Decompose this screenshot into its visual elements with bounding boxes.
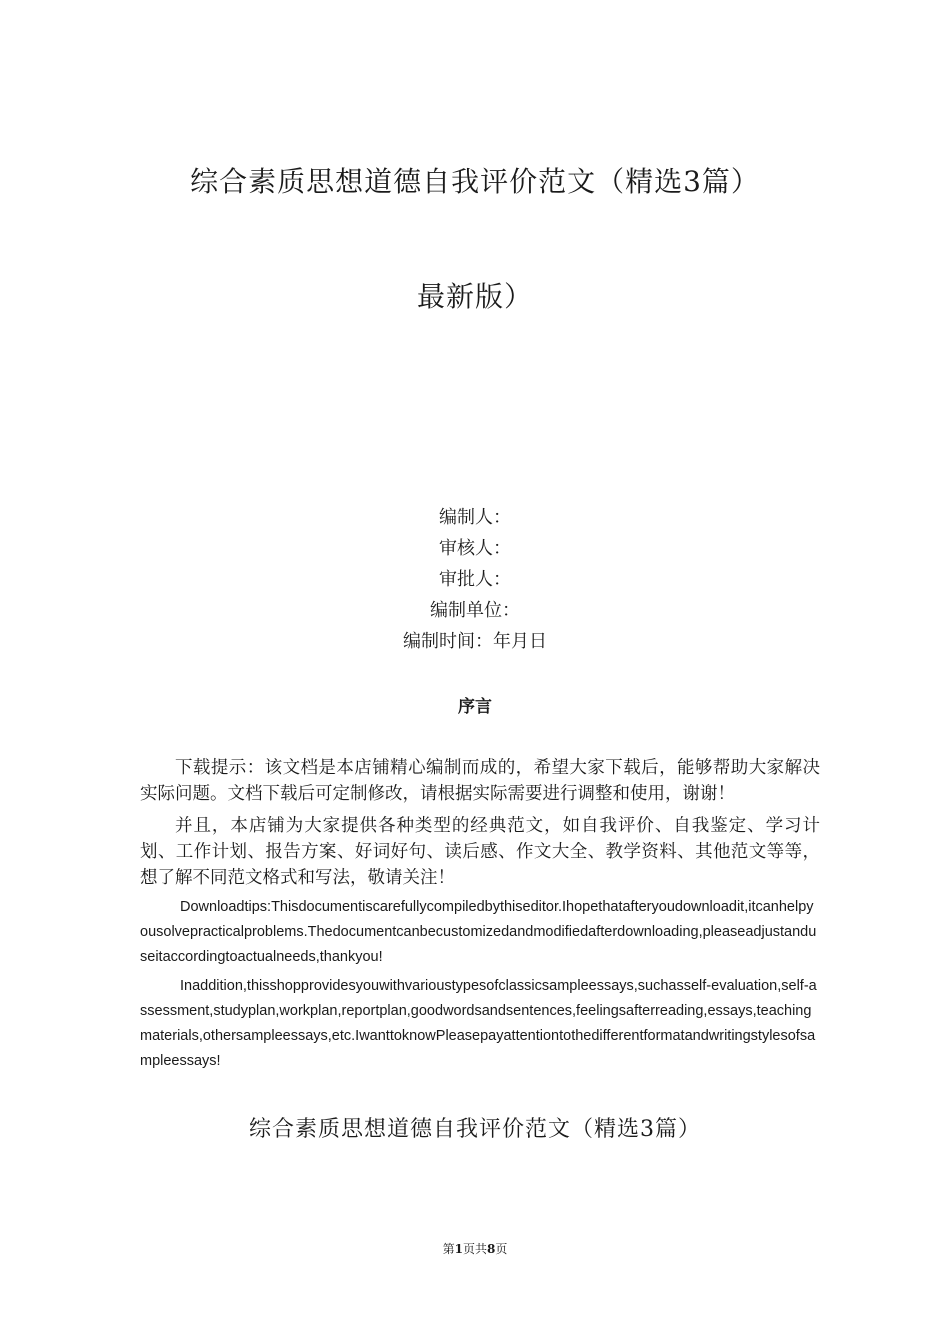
preface-paragraph-en-2: Inaddition,thisshopprovidesyouwithvarioustypesofclassicsampleessays,suchasself-evaluation,self-assessment,studyplan,workplan,reportplan,goodwordsandsentences,feelingsafterreading,essays,teachingmaterials,othersampleessays,etc.IwanttoknowPleasepayattentiontothedifferentformatandwritingstylesofsampleessays! (140, 978, 817, 1069)
preface-paragraph-cn-2: 并且，本店铺为大家提供各种类型的经典范文，如自我评价、自我鉴定、学习计划、工作计划、报告方案、好词好句、读后感、作文大全、教学资料、其他范文等等，想了解不同范文格式和写法，敬请关注！ (140, 815, 820, 887)
preface-paragraph-cn-1: 下载提示：该文档是本店铺精心编制而成的，希望大家下载后，能够帮助大家解决实际问题。文档下载后可定制修改，请根据实际需要进行调整和使用，谢谢！ (140, 757, 820, 803)
document-title-line-2: 最新版） (416, 280, 533, 313)
meta-editor: 编制人： (439, 507, 511, 528)
preface-paragraph-en-1: Downloadtips:Thisdocumentiscarefullycompiledbythiseditor.Ihopethatafteryoudownloadit,itcanhelpyousolvepracticalproblems.Thedocumentcanbecustomizedandmodifiedafterdownloading,pleaseadjustanduseitaccordingtoactualneeds,thankyou! (140, 899, 817, 965)
meta-date: 编制时间：年月日 (403, 631, 547, 652)
meta-reviewer: 审核人： (439, 538, 511, 559)
footer-suffix: 页 (495, 1242, 508, 1256)
section-title: 综合素质思想道德自我评价范文（精选3篇） (249, 1117, 701, 1142)
page-footer (0, 1240, 950, 1257)
footer-current-page: 1 (454, 1242, 463, 1256)
meta-approver: 审批人： (439, 569, 511, 590)
meta-unit: 编制单位： (430, 600, 520, 621)
preface-heading: 序言 (458, 697, 492, 716)
document-title-line-1: 综合素质思想道德自我评价范文（精选3篇） (190, 165, 760, 198)
footer-middle: 页共 (462, 1242, 487, 1256)
footer-prefix: 第 (442, 1242, 455, 1256)
meta-block (0, 502, 950, 657)
footer-total-pages: 8 (487, 1242, 496, 1256)
